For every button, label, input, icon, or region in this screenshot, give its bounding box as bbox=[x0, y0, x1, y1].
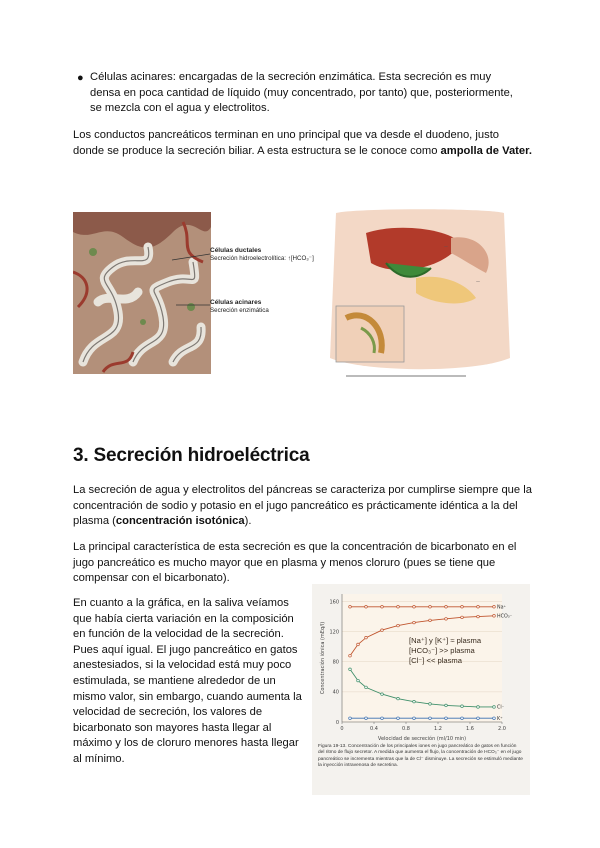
paragraph-isotonic bbox=[73, 483, 533, 530]
data-point bbox=[477, 706, 480, 709]
data-point bbox=[445, 606, 448, 609]
data-point bbox=[357, 643, 360, 646]
x-tick-label: 0.4 bbox=[370, 726, 378, 732]
annotation-line-3: [Cl⁻] << plasma bbox=[409, 656, 462, 665]
data-point bbox=[429, 606, 432, 609]
data-point bbox=[381, 629, 384, 632]
data-point bbox=[429, 703, 432, 706]
data-point bbox=[365, 717, 368, 720]
data-point bbox=[397, 717, 400, 720]
data-point bbox=[413, 621, 416, 624]
data-point bbox=[461, 616, 464, 619]
paragraph-graph: En cuanto a la gráfica, en la saliva veíamos que había cierta variación en la composición en función de la velocidad de la secreción. Pues aquí igual. El jugo pancreático en gatos anestesiados, si la velocidad está muy poco estimulada, se mantiene alrededor de un mismo valor, sin embargo, cuando aumenta la velocidad de secreción, los valores de bicarbonato son mayores hasta llegar al máximo y los de cloruro menores hasta llegar al mínimo. bbox=[73, 597, 302, 765]
isotonic-bold: concentración isotónica bbox=[115, 515, 245, 528]
y-tick-label: 0 bbox=[335, 719, 339, 726]
data-point bbox=[477, 717, 480, 720]
data-point bbox=[413, 700, 416, 703]
x-tick-label: 0 bbox=[340, 726, 344, 732]
section-title: 3. Secreción hidroeléctrica bbox=[73, 445, 310, 466]
label-acinar-text: Secreción enzimática bbox=[210, 307, 269, 314]
leader-lines bbox=[170, 250, 212, 310]
data-point bbox=[349, 668, 352, 671]
figure-caption: Figura 19-13. Concentración de los principales iones en jugo pancreático de gatos en función del ritmo de flujo secretor. A medida que aumenta el flujo, la concentración de HCO₃⁻ en el jugo pancreático se incrementa mientras que la de Cl⁻ disminuye. La secreción se estimuló mediante la inyección intravenosa de secretina. bbox=[318, 744, 523, 769]
annotation-line-1: [Na⁺] y [K⁺] ≈ plasma bbox=[409, 636, 482, 645]
data-point bbox=[381, 717, 384, 720]
data-point bbox=[413, 717, 416, 720]
annotation-line-2: [HCO₃⁻] >> plasma bbox=[409, 646, 475, 655]
data-point bbox=[461, 717, 464, 720]
data-point bbox=[493, 615, 496, 618]
paragraph-ducts-text: Los conductos pancreáticos terminan en uno principal que va desde el duodeno, justo donde se produce la secreción biliar. A esta estructura se le conoce como bbox=[73, 129, 500, 157]
paragraph-isotonic-end: ). bbox=[244, 515, 252, 528]
x-tick-label: 1.6 bbox=[466, 726, 474, 732]
ion-concentration-figure bbox=[312, 584, 530, 795]
data-point bbox=[365, 636, 368, 639]
data-point bbox=[461, 606, 464, 609]
data-point bbox=[357, 679, 360, 682]
chart-ylabel: Concentración iónica (mEq/l) bbox=[320, 621, 326, 695]
data-point bbox=[397, 606, 400, 609]
data-point bbox=[445, 717, 448, 720]
data-point bbox=[349, 717, 352, 720]
data-point bbox=[445, 704, 448, 707]
data-point bbox=[397, 697, 400, 700]
data-point bbox=[461, 705, 464, 708]
anatomy-label-2: — bbox=[476, 279, 480, 284]
series-label: K⁺ bbox=[497, 717, 503, 723]
paragraph-bicarbonate: La principal característica de esta secreción es que la concentración de bicarbonato en el jugo pancreático es mucho mayor que en plasma y menos cloruro (pues se tiene que compensar con el bicarbonato). bbox=[73, 541, 517, 585]
data-point bbox=[477, 615, 480, 618]
series-label: Cl⁻ bbox=[497, 705, 505, 711]
data-point bbox=[429, 619, 432, 622]
paragraph-isotonic-text: La secreción de agua y electrolitos del páncreas se caracteriza por cumplirse siempre que la concentración de sodio y potasio en el jugo pancreático es prácticamente idéntica a la del plasma ( bbox=[73, 484, 532, 528]
data-point bbox=[381, 693, 384, 696]
data-point bbox=[477, 606, 480, 609]
bullet-body: : encargadas de la secreción enzimática. Esta secreción es muy densa en poca cantidad de líquido (muy concentrado, por tanto) que, posteriormente, se mezcla con el agua y electrolitos. bbox=[90, 71, 513, 115]
anatomy-drawing bbox=[326, 208, 514, 382]
x-tick-label: 2.0 bbox=[498, 726, 506, 732]
data-point bbox=[445, 618, 448, 621]
bullet-acinar-cells bbox=[77, 70, 520, 117]
paragraph-ducts bbox=[73, 128, 533, 159]
bullet-text bbox=[90, 70, 520, 117]
y-tick-label: 40 bbox=[332, 689, 339, 696]
ampolla-vater-bold: ampolla de Vater. bbox=[440, 144, 532, 157]
data-point bbox=[349, 606, 352, 609]
series-label: Na⁺ bbox=[497, 605, 507, 611]
y-tick-label: 120 bbox=[329, 629, 339, 636]
abdominal-anatomy-illustration bbox=[326, 208, 514, 382]
chart-xlabel: Velocidad de secreción (ml/10 min) bbox=[377, 736, 467, 742]
data-point bbox=[397, 624, 400, 627]
anatomy-label-1: — bbox=[444, 244, 448, 249]
data-point bbox=[493, 717, 496, 720]
label-acinar-title: Células acinares bbox=[210, 299, 262, 306]
data-point bbox=[493, 706, 496, 709]
x-tick-label: 1.2 bbox=[434, 726, 442, 732]
data-point bbox=[493, 606, 496, 609]
label-ductal-text: Secreción hidroelectrolítica: ↑[HCO₃⁻] bbox=[210, 255, 314, 262]
data-point bbox=[381, 606, 384, 609]
data-point bbox=[349, 654, 352, 657]
chart-annotation bbox=[409, 636, 503, 666]
label-ductal-title: Células ductales bbox=[210, 247, 262, 254]
data-point bbox=[365, 686, 368, 689]
series-label: HCO₃⁻ bbox=[497, 614, 513, 620]
data-point bbox=[429, 717, 432, 720]
y-tick-label: 160 bbox=[329, 599, 339, 606]
x-tick-label: 0.8 bbox=[402, 726, 410, 732]
data-point bbox=[413, 606, 416, 609]
y-tick-label: 80 bbox=[332, 659, 339, 666]
label-ductal-cells bbox=[210, 247, 314, 263]
data-point bbox=[365, 606, 368, 609]
bullet-term: Células acinares bbox=[90, 71, 173, 83]
label-acinar-cells bbox=[210, 299, 269, 315]
bullet-dot-icon: ● bbox=[77, 72, 84, 84]
